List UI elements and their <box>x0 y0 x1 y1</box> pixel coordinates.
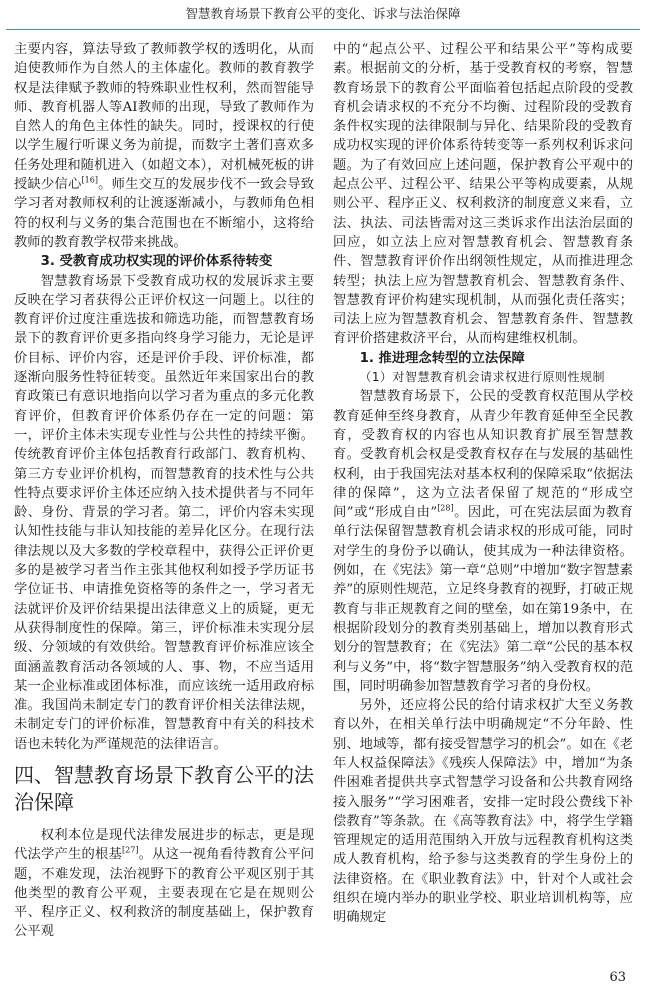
subsection-heading: 1. 推进理念转型的立法保障 <box>359 350 525 366</box>
citation-ref: [28] <box>437 503 454 513</box>
page-number: 63 <box>609 970 626 985</box>
citation-ref: [27] <box>122 845 139 855</box>
paragraph-text: 。从这一视角看待教育公平问题，不难发现，法治视野下的教育公平观区别于其他类型的教育公平观，主要表现在它是在规则公平、程序正义、权利救济的制度基础上，保护教育公平观 <box>14 847 315 940</box>
paragraph-text: 智慧教育场景下，公民的受教育权范围从学校教育延伸至终身教育，从青少年教育延伸至全民教育，受教育权的内容也从知识教育扩展至智慧教育。受教育机会权是受教育权存在与发展的基础性权利，由于我国宪法对基本权利的保障采取“依据法律的保障”，这为立法者保留了规范的“形成空间”或“形成自由” <box>333 389 633 521</box>
running-header: 智慧教育场景下教育公平的变化、诉求与法治保障 <box>185 6 461 21</box>
paragraph <box>14 826 314 942</box>
paragraph <box>14 40 314 252</box>
header-divider <box>6 29 640 30</box>
paragraph-text: 。因此，可在宪法层面为教育单行法保留智慧教育机会请求权的形成可能，同时对学生的身份予以确认，使其成为一种法律资格。例如，在《宪法》第一章“总则”中增加“数字智慧素养”的原则性规范，立足终身教育的视野，打破正规教育与非正规教育之间的壁垒，如在第19条中，在根据阶段划分的教育类别基础上，增加以教育形式划分的智慧教育；在《宪法》第二章“公民的基本权利与义务”中，将“数字智慧服务”纳入受教育权的范围，同时明确参加智慧教育学习者的身份权。 <box>333 505 633 694</box>
paragraph-text: 权利本位是现代法律发展进步的标志，更是现代法学产生的根基 <box>14 827 314 863</box>
subsection-heading: 3. 受教育成功权实现的评价体系待转变 <box>40 254 273 270</box>
section-heading: 四、智慧教育场景下教育公平的法治保障 <box>14 762 314 814</box>
paragraph-text: 主要内容，算法导致了教师教学权的透明化，从而迫使教师作为自然人的主体虚化。教师的教育教学权是法律赋予教师的特殊职业性权利，然而智能导师、教育机器人等AI教师的出现，导致了教师作为自然人的角色主体性的缺失。同时，授课权的行使以学生履行听课义务为前提，而数字土著们喜欢多任务处理和随机进入（如超文本），对机械死板的讲授缺少信心 <box>14 42 314 193</box>
paragraph: 智慧教育场景下受教育成功权的发展诉求主要反映在学习者获得公正评价权这一问题上。以往的教育评价过度注重选拔和筛选功能，而智慧教育场景下的教育评价更多指向终身学习能力，无论是评价目标、评价内容，还是评价手段、评价标准，都逐渐向服务性特征转变。虽然近年来国家出台的教育政策已有意识地指向以学习者为重点的多元化教育评价，但教育评价体系仍存在一定的问题：第一，评价主体未实现专业性与公共性的持续平衡。传统教育评价主体包括教育行政部门、教育机构、第三方专业评价机构，而智慧教育的技术性与公共性特点要求评价主体还应纳入技术提供者与不同年龄、身份、背景的学习者。第二，评价内容未实现认知性技能与非认知技能的差异化区分。在现行法律法规以及大多数的学校章程中，获得公正评价更多的是被学习者当作主张其他权利如授予学历证书学位证书、申请推免资格等的条件之一，学习者无法就评价及评价结果提出法律意义上的质疑，更无从获得制度性的保障。第三，评价标准未实现分层级、分领域的有效供给。智慧教育评价标准应该全面涵盖教育活动各领域的人、事、物，不应当适用某一企业标准或团体标准，而应该统一适用政府标准。我国尚未制定专门的教育评价相关法律法规，未制定专门的评价标准，智慧教育中有关的科技术语也未转化为严谨规范的法律语言。 <box>14 273 314 752</box>
right-column <box>333 40 633 928</box>
paragraph: 中的“起点公平、过程公平和结果公平”等构成要素。根据前文的分析，基于受教育权的考察，智慧教育场景下的教育公平面临着包括起点阶段的受教育机会请求权的不充分不均衡、过程阶段的受教育条件权实现的法律限制与异化、结果阶段的受教育成功权实现的评价体系待转变等一系列权利诉求问题。为了有效回应上述问题，保护教育公平观中的起点公平、过程公平、结果公平等构成要素，从规则公平、程序正义、权利救济的制度意义来看，立法、执法、司法皆需对这三类诉求作出法治层面的回应，如立法上应对智慧教育机会、智慧教育条件、智慧教育评价作出纲领性规定，从而推进理念转型；执法上应为智慧教育机会、智慧教育条件、智慧教育评价构建实现机制，从而强化责任落实；司法上应为智慧教育机会、智慧教育条件、智慧教育评价搭建救济平台，从而构建维权机制。 <box>333 42 633 347</box>
sub-subsection-heading: （1）对智慧教育机会请求权进行原则性规制 <box>359 370 606 385</box>
paragraph <box>333 387 633 696</box>
left-column <box>14 40 314 942</box>
paragraph: 另外，还应将公民的给付请求权扩大至义务教育以外，在相关单行法中明确规定“不分年龄、性别、地域等，都有接受智慧学习的机会”。如在《老年人权益保障法》《残疾人保障法》中，增加“为条件困难者提供共享式智慧学习设备和公共教育网络接入服务”“学习困难者，安排一定时段公费线下补偿教育”等条款。在《高等教育法》中，将学生学籍管理规定的适用范围纳入开放与远程教育机构这类成人教育机构，给予参与这类教育的学生身份上的法律资格。在《职业教育法》中，针对个人或社会组织在境内举办的职业学校、职业培训机构等，应明确规定 <box>333 698 633 926</box>
paragraph-text: 。师生交互的发展步伐不一致会导致学习者对教师权利的让渡逐渐减小，与教师角色相符的权利与义务的集合范围也在不断缩小，这将给教师的教育教学权带来挑战。 <box>14 177 315 250</box>
citation-ref: [16] <box>81 175 98 185</box>
